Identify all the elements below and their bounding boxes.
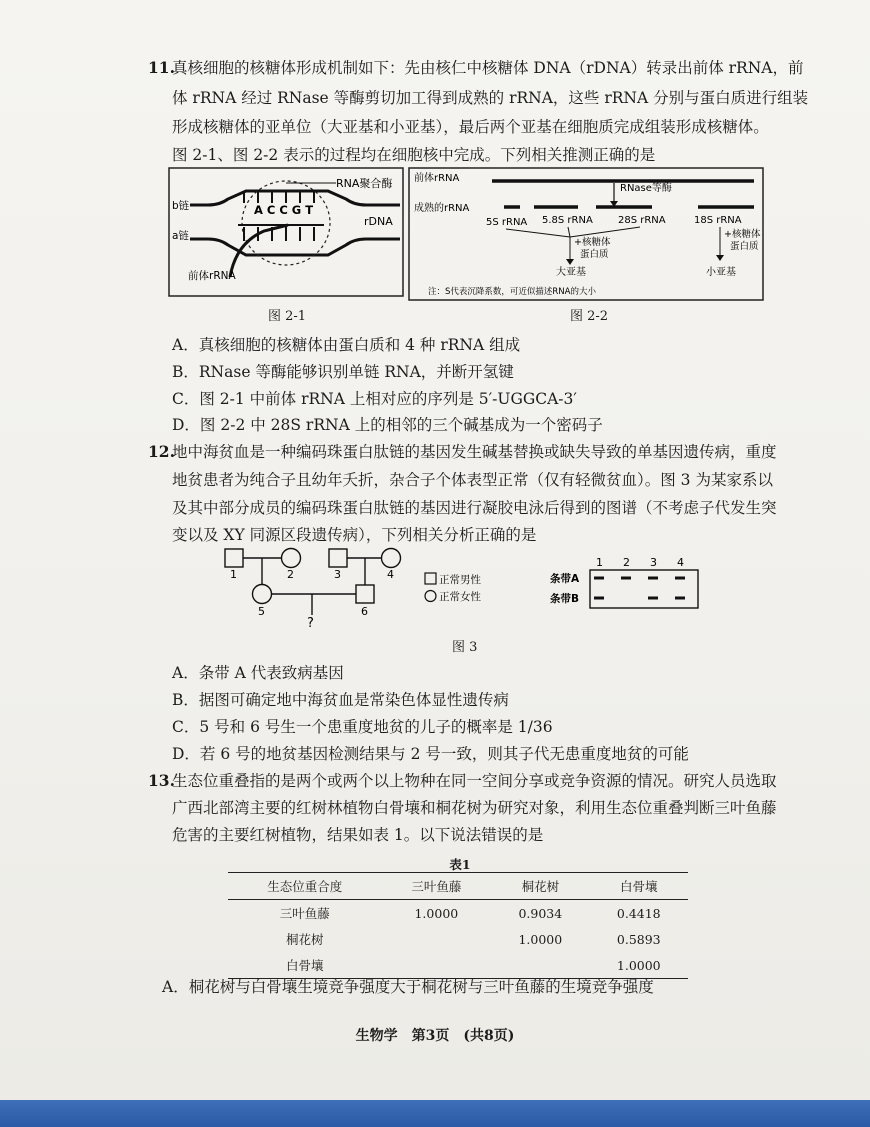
pedigree-label-1: 1 [230,568,237,581]
table-cell: 0.5893 [616,931,661,947]
table-cell: 三叶鱼藤 [279,906,330,921]
q11-number: 11. [148,58,175,77]
table-row [228,952,688,979]
figure-2-1-caption: 图 2-1 [268,309,307,324]
pedigree-label-3: 3 [334,568,341,581]
figure-3-caption: 图 3 [452,640,478,655]
pedigree-unknown-child: ? [307,616,314,631]
figure-3-pedigree [215,545,515,633]
gel-lane-4: 4 [677,556,684,569]
fig22-plus-protein-b1: +核糖体 [724,229,761,240]
page-bottom-edge [0,1100,870,1127]
fig21-pre-rrna-label: 前体rRNA [188,270,236,282]
figure-2-2-caption: 图 2-2 [570,309,609,324]
table-header-cell: 桐花树 [491,873,589,900]
gel-band-b-label: 条带B [550,593,580,605]
q13-text-line-1: 生态位重叠指的是两个或两个以上物种在同一空间分享或竞争资源的情况。研究人员选取 [172,772,777,790]
table-cell [382,926,491,952]
table-row [228,926,688,952]
fig21-sequence: A C C G T [254,203,314,217]
q13-option-a: A．桐花树与白骨壤生境竞争强度大于桐花树与三叶鱼藤的生境竞争强度 [162,978,654,996]
fig22-mature-rrna-label: 成熟的rRNA [414,203,470,214]
q13-number: 13. [148,771,175,790]
table-cell: 1.0000 [518,931,563,947]
legend-normal-male: 正常男性 [439,574,481,586]
fig22-plus-protein-b2: 蛋白质 [730,241,759,252]
fig21-rdna-label: rDNA [364,215,393,228]
fig21-rna-polymerase-label: RNA聚合酶 [336,177,393,190]
q13-text-line-3: 危害的主要红树植物，结果如表 1。以下说法错误的是 [172,826,544,844]
fig22-note: 注：S代表沉降系数，可近似描述RNA的大小 [428,287,596,297]
table-cell: 1.0000 [590,952,688,979]
gel-lane-1: 1 [596,556,603,569]
table-1-caption: 表1 [449,857,471,872]
table-header-cell: 三叶鱼藤 [382,873,491,900]
fig21-b-chain-label: b链 [172,200,190,212]
q12-option-d: D．若 6 号的地贫基因检测结果与 2 号一致，则其子代无患重度地贫的可能 [172,745,689,763]
fig22-plus-protein-a1: +核糖体 [574,237,611,248]
figure-3-gel [548,552,703,614]
q12-option-b: B．据图可确定地中海贫血是常染色体显性遗传病 [172,691,509,709]
fig22-large-subunit: 大亚基 [556,267,586,278]
table-cell: 桐花树 [286,932,324,947]
q12-text-line-2: 地贫患者为纯合子且幼年夭折，杂合子个体表型正常（仅有轻微贫血）。图 3 为某家系以 [172,471,773,489]
gel-lane-3: 3 [650,556,657,569]
table-row [228,900,688,927]
q11-text-line-3: 形成核糖体的亚单位（大亚基和小亚基），最后两个亚基在细胞质完成组装形成核糖体。 [172,118,769,136]
table-header-cell: 白骨壤 [590,873,688,900]
fig22-small-subunit: 小亚基 [706,267,736,278]
fig22-18s-label: 18S rRNA [694,215,742,226]
table-cell [382,952,491,979]
pedigree-label-2: 2 [287,568,294,581]
q12-text-line-3: 及其中部分成员的编码珠蛋白肽链的基因进行凝胶电泳后得到的图谱（不考虑子代发生突 [172,499,777,517]
pedigree-label-5: 5 [258,605,265,618]
q11-option-b: B．RNase 等酶能够识别单链 RNA，并断开氢键 [172,363,514,381]
niche-overlap-table [228,872,688,979]
page-footer: 生物学 第3页 (共8页) [355,1028,515,1044]
q12-option-a: A．条带 A 代表致病基因 [172,664,344,682]
fig22-pre-rrna-label: 前体rRNA [414,173,460,184]
fig22-5s-label: 5S rRNA [486,217,528,228]
fig22-plus-protein-a2: 蛋白质 [580,249,609,260]
q12-number: 12. [148,442,175,461]
pedigree-label-6: 6 [361,605,368,618]
fig21-a-chain-label: a链 [172,230,189,242]
q12-text-line-1: 地中海贫血是一种编码珠蛋白肽链的基因发生碱基替换或缺失导致的单基因遗传病，重度 [172,443,777,461]
pedigree-label-4: 4 [387,568,394,581]
q12-option-c: C．5 号和 6 号生一个患重度地贫的儿子的概率是 1/36 [172,718,553,736]
table-header-row [228,873,688,900]
gel-band-a-label: 条带A [550,573,580,585]
legend-normal-female: 正常女性 [439,591,481,603]
figure-2-1 [168,167,404,297]
table-cell: 0.9034 [518,905,563,921]
q11-option-a: A．真核细胞的核糖体由蛋白质和 4 种 rRNA 组成 [172,336,521,354]
q11-text-line-1: 真核细胞的核糖体形成机制如下：先由核仁中核糖体 DNA（rDNA）转录出前体 rRNA，前 [172,59,804,77]
table-cell: 0.4418 [616,905,661,921]
q13-text-line-2: 广西北部湾主要的红树林植物白骨壤和桐花树为研究对象，利用生态位重叠判断三叶鱼藤 [172,799,777,817]
q11-option-d: D．图 2-2 中 28S rRNA 上的相邻的三个碱基成为一个密码子 [172,416,603,434]
table-cell: 1.0000 [414,905,459,921]
table-cell [491,952,589,979]
fig22-28s-label: 28S rRNA [618,215,666,226]
q11-text-line-2: 体 rRNA 经过 RNase 等酶剪切加工得到成熟的 rRNA，这些 rRNA 分别与蛋白质进行组装 [172,89,809,107]
gel-lane-2: 2 [623,556,630,569]
q11-text-line-4: 图 2-1、图 2-2 表示的过程均在细胞核中完成。下列相关推测正确的是 [172,146,656,164]
q12-text-line-4: 变以及 XY 同源区段遗传病），下列相关分析正确的是 [172,526,537,544]
fig22-58s-label: 5.8S rRNA [542,215,593,226]
fig22-rnase-label: RNase等酶 [620,183,672,194]
q11-option-c: C．图 2-1 中前体 rRNA 上相对应的序列是 5′-UGGCA-3′ [172,390,577,408]
figure-2-2 [408,167,764,301]
table-cell: 白骨壤 [228,952,382,979]
table-header-cell: 生态位重合度 [228,873,382,900]
